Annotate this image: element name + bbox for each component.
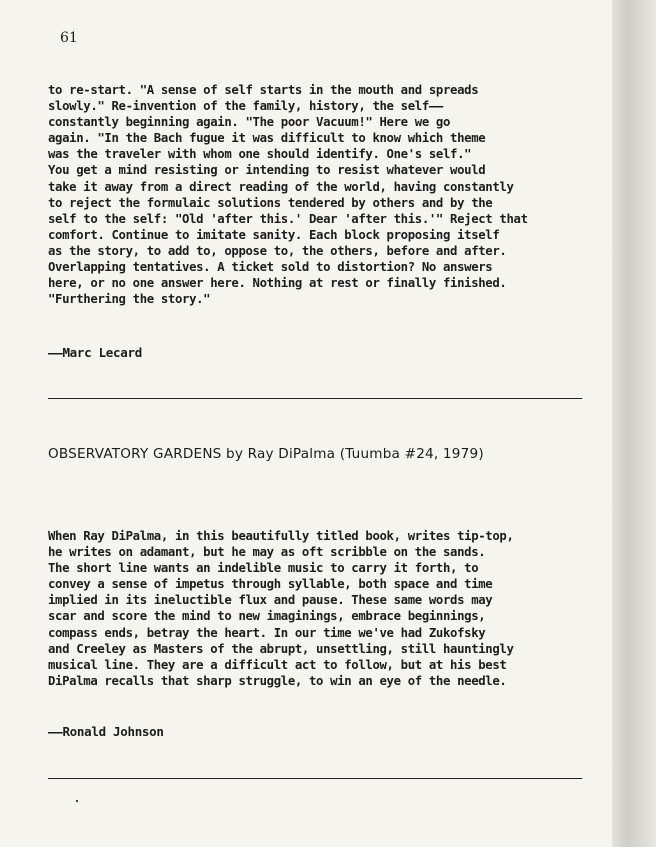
text-line: and Creeley as Masters of the abrupt, unsettling, still hauntingly <box>48 641 514 656</box>
book-heading: OBSERVATORY GARDENS by Ray DiPalma (Tuumba #24, 1979) <box>48 446 484 462</box>
text-line: Overlapping tentatives. A ticket sold to distortion? No answers <box>48 260 493 275</box>
review-paragraph-marc-lecard <box>48 82 604 307</box>
text-line: comfort. Continue to imitate sanity. Each block proposing itself <box>48 227 500 242</box>
paper-speck <box>76 800 78 802</box>
text-line: "Furthering the story." <box>48 292 211 307</box>
text-line: When Ray DiPalma, in this beautifully titled book, writes tip-top, <box>48 529 514 543</box>
text-line: slowly." Re-invention of the family, history, the self—— <box>48 99 443 114</box>
text-line: You get a mind resisting or intending to resist whatever would <box>48 163 486 178</box>
text-line: compass ends, betray the heart. In our time we've had Zukofsky <box>48 625 486 640</box>
text-line: he writes on adamant, but he may as oft scribble on the sands. <box>48 545 486 560</box>
text-line: self to the self: "Old 'after this.' Dear 'after this.'" Reject that <box>48 211 528 226</box>
text-line: constantly beginning again. "The poor Vacuum!" Here we go <box>48 115 451 130</box>
text-line: again. "In the Bach fugue it was difficult to know which theme <box>48 131 486 146</box>
page-number: 61 <box>60 30 78 46</box>
text-line: take it away from a direct reading of the world, having constantly <box>48 179 514 194</box>
signature-marc-lecard: ——Marc Lecard <box>48 345 142 360</box>
text-line: musical line. They are a difficult act to follow, but at his best <box>48 657 507 672</box>
text-line: DiPalma recalls that sharp struggle, to win an eye of the needle. <box>48 673 507 688</box>
text-line: was the traveler with whom one should identify. One's self." <box>48 147 472 162</box>
signature-ronald-johnson: ——Ronald Johnson <box>48 724 164 739</box>
text-line: The short line wants an indelible music to carry it forth, to <box>48 561 479 576</box>
page-gutter-shadow <box>612 0 656 847</box>
text-line: convey a sense of impetus through syllable, both space and time <box>48 577 493 592</box>
text-line: as the story, to add to, oppose to, the others, before and after. <box>48 243 507 258</box>
text-line: implied in its ineluctible flux and pause. These same words may <box>48 593 493 608</box>
review-paragraph-ronald-johnson <box>48 528 604 689</box>
text-line: here, or no one answer here. Nothing at rest or finally finished. <box>48 276 507 291</box>
text-line: to re-start. "A sense of self starts in the mouth and spreads <box>48 83 479 97</box>
text-line: scar and score the mind to new imaginings, embrace beginnings, <box>48 609 486 624</box>
text-line: to reject the formulaic solutions tendered by others and by the <box>48 195 493 210</box>
divider-rule <box>48 778 582 779</box>
divider-rule <box>48 398 582 399</box>
